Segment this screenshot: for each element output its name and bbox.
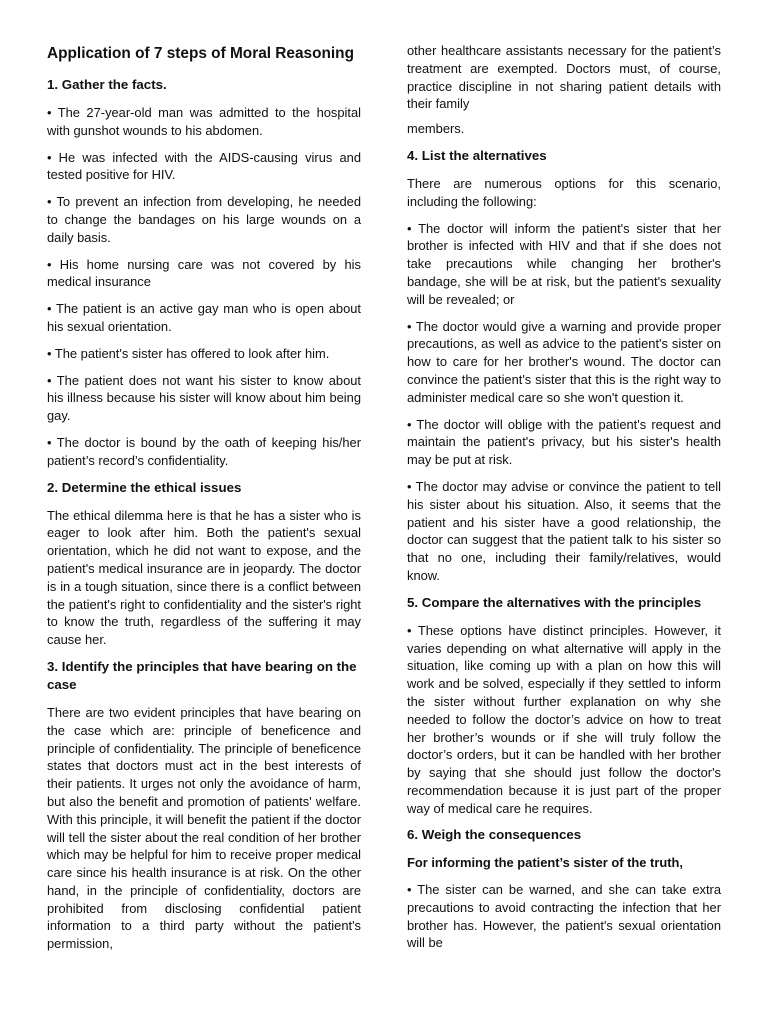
section-heading-consequences: 6. Weigh the consequences xyxy=(407,827,582,843)
alternative-bullet: • The doctor may advise or convince the patient to tell his sister about his situation. Also, it seems that the patient and his sister have a good relationship, the doctor can suggest that the patient talk to his sister so that no one, including their family/relatives, would know. xyxy=(407,478,721,583)
consequences-subheading: For informing the patient’s sister of the truth, xyxy=(407,855,683,871)
compare-paragraph: • These options have distinct principles. However, it varies depending on what alternative will apply in the situation, like coming up with a plan on how this will work and be solved, especially if they settled to inform the sister without further explanation on why she needed to follow the doctor’s advice on how to treat her brother’s wounds or if she will truly follow the doctor’s orders, but it can be handled with her brother by saying that she should just follow the doctor's recommendation because it is just part of the proper way of medical care he requires. xyxy=(407,622,721,816)
right-column xyxy=(407,0,721,961)
section-heading-ethical-issues: 2. Determine the ethical issues xyxy=(47,479,242,495)
page-title: Application of 7 steps of Moral Reasoning xyxy=(47,45,354,62)
fact-bullet: • His home nursing care was not covered by his medical insurance xyxy=(47,256,361,290)
fact-bullet: • The patient is an active gay man who is open about his sexual orientation. xyxy=(47,301,361,334)
section-heading-gather-facts: 1. Gather the facts. xyxy=(47,77,167,92)
principles-paragraph: There are two evident principles that have bearing on the case which are: principle of beneficence and principle of confidentiality. The principle of beneficence states that doctors must act in the best interests of their patients. It urges not only the avoidance of harm, but also the benefit and promotion of patients' welfare. With this principle, it will benefit the patient if the doctor will tell the sister about the real condition of her brother which may be helpful for him to receive proper medical care since his health insurance is at risk. On the other hand, in the principle of confidentiality, doctors are prohibited from disclosing confidential patient information to a third party without the patient's permission, xyxy=(47,704,361,952)
principles-continuation: other healthcare assistants necessary for the patient’s treatment are exempted. Doctors must, of course, practice discipline in not sharing patient details with their family xyxy=(407,43,721,112)
ethical-issues-paragraph: The ethical dilemma here is that he has a sister who is eager to look after him. Both the patient's sexual orientation, which he did not want to expose, and the patient's medical insurance are in jeopardy. The doctor is in a tough situation, since there is a conflict between the patient's right to confidentiality and the sister's right to know the truth, regardless of the suffering it may cause her. xyxy=(47,507,361,648)
principles-continuation-end: members. xyxy=(407,121,465,137)
fact-bullet: • The patient does not want his sister to know about his illness because his sister will know about him being gay. xyxy=(47,372,361,424)
alternative-bullet: • The doctor would give a warning and provide proper precautions, as well as advice to the patient's sister on how to care for her brother's wound. The doctor can convince the patient's sister that this is the right way to administer medical care so she won't question it. xyxy=(407,318,721,405)
fact-bullet: • To prevent an infection from developing, he needed to change the bandages on his large wounds on a daily basis. xyxy=(47,194,361,245)
section-heading-alternatives: 4. List the alternatives xyxy=(407,147,547,163)
fact-bullet: • The 27-year-old man was admitted to the hospital with gunshot wounds to his abdomen. xyxy=(47,105,361,138)
left-column xyxy=(47,0,361,962)
fact-bullet: • He was infected with the AIDS-causing virus and tested positive for HIV. xyxy=(47,149,361,183)
alternative-bullet: • The doctor will inform the patient's sister that her brother is infected with HIV and that if she does not take precautions while changing her brother's bandage, she will be at risk, but the patient's sexuality will be revealed; or xyxy=(407,220,721,307)
consequence-bullet: • The sister can be warned, and she can take extra precautions to avoid contracting the infection that her brother has. However, the patient's sexual orientation will be xyxy=(407,881,721,951)
fact-bullet: • The patient's sister has offered to look after him. xyxy=(47,345,330,361)
section-heading-compare: 5. Compare the alternatives with the principles xyxy=(407,594,702,610)
alternatives-intro: There are numerous options for this scenario, including the following: xyxy=(407,175,721,209)
section-heading-principles: 3. Identify the principles that have bearing on the case xyxy=(47,658,357,692)
alternative-bullet: • The doctor will oblige with the patient's request and maintain the patient's privacy, but his sister's health may be put at risk. xyxy=(407,416,721,468)
fact-bullet: • The doctor is bound by the oath of keeping his/her patient’s record’s confidentiality. xyxy=(47,434,361,468)
